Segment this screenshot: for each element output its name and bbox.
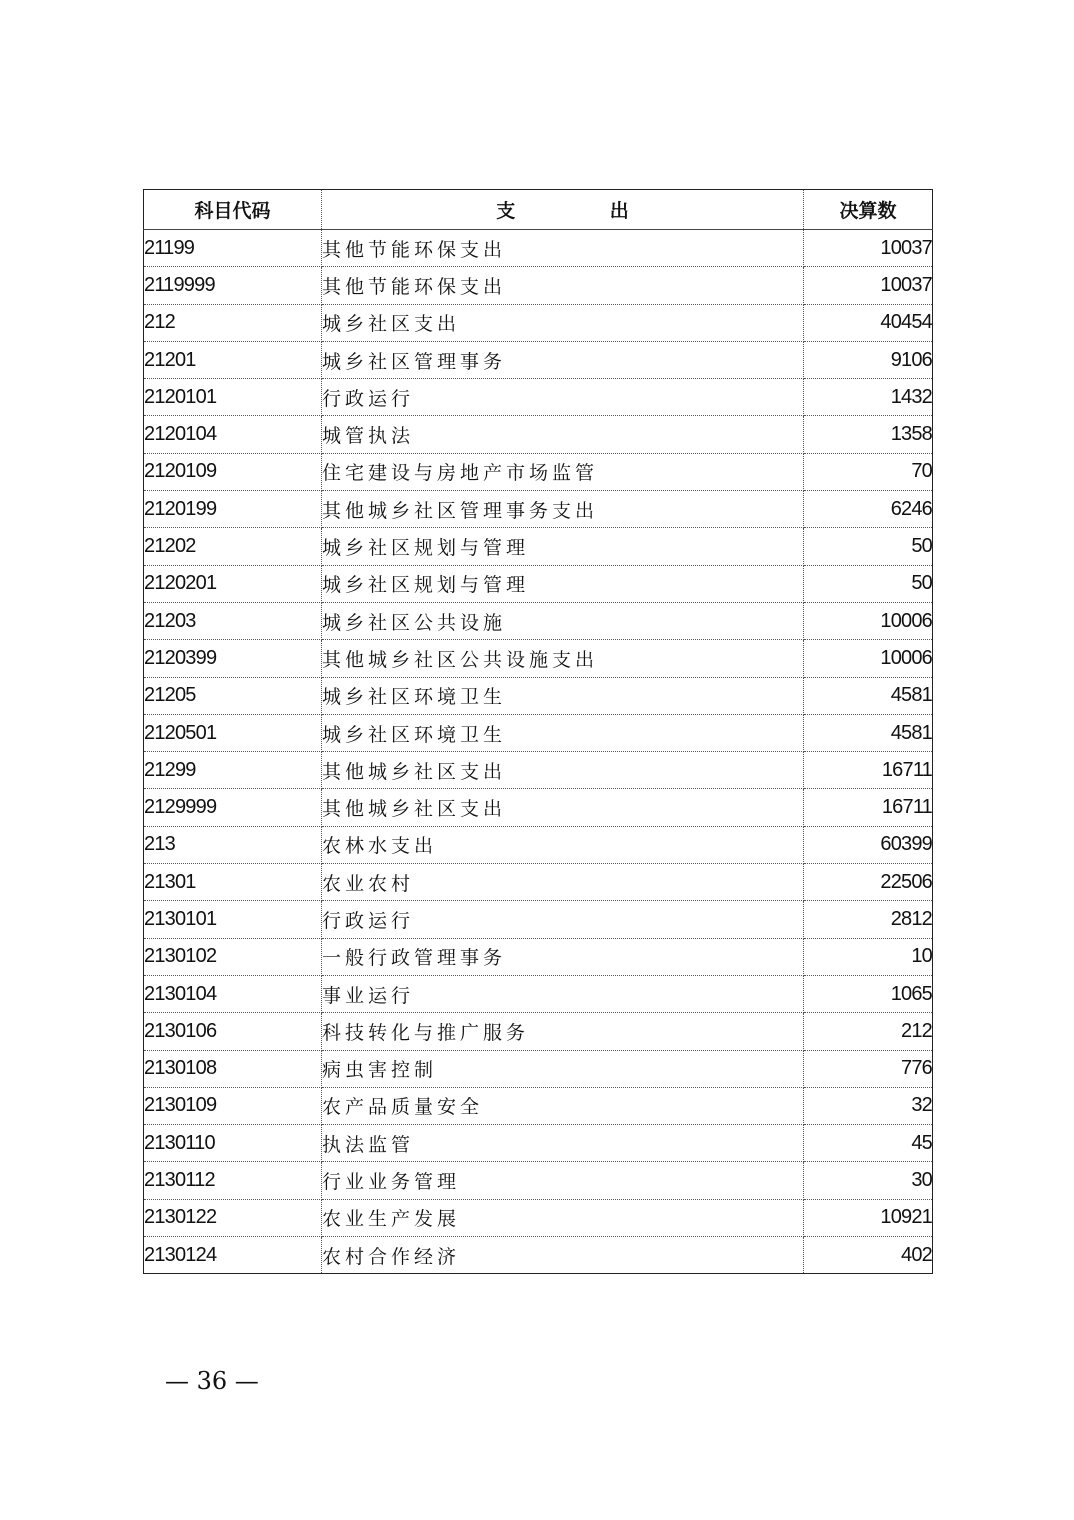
expenditure-name-cell: 农业生产发展	[322, 1199, 804, 1236]
subject-code-cell: 2130124	[144, 1237, 322, 1274]
expenditure-name-cell: 城乡社区规划与管理	[322, 565, 804, 602]
table-row	[144, 789, 933, 826]
final-amount-cell: 22506	[804, 864, 933, 901]
subject-code-cell: 2130102	[144, 938, 322, 975]
final-amount-cell: 10037	[804, 230, 933, 267]
expenditure-name-cell: 执法监管	[322, 1125, 804, 1162]
header-expenditure: 支 出	[322, 190, 804, 230]
table-row	[144, 416, 933, 453]
subject-code-cell: 2120109	[144, 453, 322, 490]
expenditure-name-cell: 行政运行	[322, 901, 804, 938]
subject-code-cell: 21205	[144, 677, 322, 714]
expenditure-name-cell: 科技转化与推广服务	[322, 1013, 804, 1050]
table-row	[144, 1162, 933, 1199]
subject-code-cell: 2130122	[144, 1199, 322, 1236]
subject-code-cell: 2130112	[144, 1162, 322, 1199]
subject-code-cell: 2130110	[144, 1125, 322, 1162]
expenditure-name-cell: 住宅建设与房地产市场监管	[322, 453, 804, 490]
subject-code-cell: 2130104	[144, 975, 322, 1012]
expenditure-name-cell: 城管执法	[322, 416, 804, 453]
table-row	[144, 1237, 933, 1274]
expenditure-name-cell: 行政运行	[322, 379, 804, 416]
final-amount-cell: 4581	[804, 677, 933, 714]
table-row	[144, 528, 933, 565]
expenditure-name-cell: 事业运行	[322, 975, 804, 1012]
final-amount-cell: 6246	[804, 491, 933, 528]
expenditure-name-cell: 农业农村	[322, 864, 804, 901]
subject-code-cell: 2120399	[144, 640, 322, 677]
table-row	[144, 1125, 933, 1162]
final-amount-cell: 402	[901, 1243, 932, 1266]
table-row	[144, 341, 933, 378]
subject-code-cell: 2120199	[144, 491, 322, 528]
subject-code-cell: 21202	[144, 528, 322, 565]
final-amount-cell: 10006	[804, 602, 933, 639]
final-amount-cell: 10921	[804, 1199, 933, 1236]
table-header-row	[144, 190, 933, 230]
subject-code-cell: 212	[144, 304, 322, 341]
subject-code-cell: 21299	[144, 752, 322, 789]
subject-code-cell: 21301	[144, 864, 322, 901]
final-amount-cell: 10037	[804, 267, 933, 304]
header-subject-code: 科目代码	[144, 190, 322, 230]
final-amount-cell: 212	[804, 1013, 933, 1050]
final-amount-cell: 16711	[804, 789, 933, 826]
table-row	[144, 975, 933, 1012]
table-row	[144, 230, 933, 267]
subject-code-cell: 2130106	[144, 1013, 322, 1050]
expenditure-name-cell: 城乡社区环境卫生	[322, 677, 804, 714]
expenditure-name-cell: 农林水支出	[322, 826, 804, 863]
table-row	[144, 1087, 933, 1124]
expenditure-name-cell: 城乡社区支出	[322, 304, 804, 341]
final-amount-cell: 776	[804, 1050, 933, 1087]
budget-table	[143, 189, 933, 1274]
final-amount-cell: 40454	[804, 304, 933, 341]
final-amount-cell: 30	[804, 1162, 933, 1199]
subject-code-cell: 2130108	[144, 1050, 322, 1087]
table-row	[144, 640, 933, 677]
table-row	[144, 752, 933, 789]
final-amount-cell: 60399	[804, 826, 933, 863]
expenditure-name-cell: 城乡社区公共设施	[322, 602, 804, 639]
table-row	[144, 714, 933, 751]
subject-code-cell: 21201	[144, 341, 322, 378]
expenditure-name-cell: 城乡社区管理事务	[322, 341, 804, 378]
expenditure-name-cell: 农村合作经济	[322, 1237, 804, 1274]
table-row	[144, 267, 933, 304]
subject-code-cell: 21199	[144, 230, 322, 267]
final-amount-cell: 10	[804, 938, 933, 975]
table-body	[144, 230, 933, 1274]
table-row	[144, 453, 933, 490]
final-amount-cell: 45	[804, 1125, 933, 1162]
expenditure-name-cell: 城乡社区规划与管理	[322, 528, 804, 565]
expenditure-name-cell: 一般行政管理事务	[322, 938, 804, 975]
expenditure-name-cell: 其他城乡社区公共设施支出	[322, 640, 804, 677]
subject-code-cell: 2120201	[144, 565, 322, 602]
table-row	[144, 826, 933, 863]
final-amount-cell: 10006	[804, 640, 933, 677]
subject-code-cell: 2120104	[144, 416, 322, 453]
page-number: — 36 —	[165, 1367, 259, 1395]
final-amount-cell: 1358	[804, 416, 933, 453]
subject-code-cell: 2119999	[144, 267, 322, 304]
table-row	[144, 304, 933, 341]
final-amount-cell: 32	[804, 1087, 933, 1124]
final-amount-cell: 50	[804, 528, 933, 565]
subject-code-cell: 2120101	[144, 379, 322, 416]
subject-code-cell: 21203	[144, 602, 322, 639]
expenditure-name-cell: 农产品质量安全	[322, 1087, 804, 1124]
table-row	[144, 864, 933, 901]
final-amount-cell: 4581	[804, 714, 933, 751]
expenditure-name-cell: 其他城乡社区管理事务支出	[322, 491, 804, 528]
header-final-amount: 决算数	[804, 190, 933, 230]
expenditure-name-cell: 行业业务管理	[322, 1162, 804, 1199]
subject-code-cell: 2130101	[144, 901, 322, 938]
final-amount-cell: 16711	[804, 752, 933, 789]
subject-code-cell: 2130109	[144, 1087, 322, 1124]
expenditure-name-cell: 病虫害控制	[322, 1050, 804, 1087]
subject-code-cell: 213	[144, 826, 322, 863]
final-amount-cell: 1065	[804, 975, 933, 1012]
table-row	[144, 938, 933, 975]
final-amount-cell: 1432	[804, 379, 933, 416]
final-amount-cell: 9106	[804, 341, 933, 378]
final-amount-cell: 70	[804, 453, 933, 490]
expenditure-name-cell: 城乡社区环境卫生	[322, 714, 804, 751]
expenditure-name-cell: 其他节能环保支出	[322, 230, 804, 267]
expenditure-name-cell: 其他节能环保支出	[322, 267, 804, 304]
table-row	[144, 602, 933, 639]
expenditure-name-cell: 其他城乡社区支出	[322, 789, 804, 826]
subject-code-cell: 2129999	[144, 789, 322, 826]
table-row	[144, 491, 933, 528]
table-row	[144, 379, 933, 416]
table-row	[144, 1199, 933, 1236]
table-row	[144, 677, 933, 714]
table-row	[144, 901, 933, 938]
final-amount-cell: 2812	[804, 901, 933, 938]
final-amount-cell: 50	[804, 565, 933, 602]
table-row	[144, 1050, 933, 1087]
expenditure-name-cell: 其他城乡社区支出	[322, 752, 804, 789]
subject-code-cell: 2120501	[144, 714, 322, 751]
table-row	[144, 1013, 933, 1050]
table-row	[144, 565, 933, 602]
